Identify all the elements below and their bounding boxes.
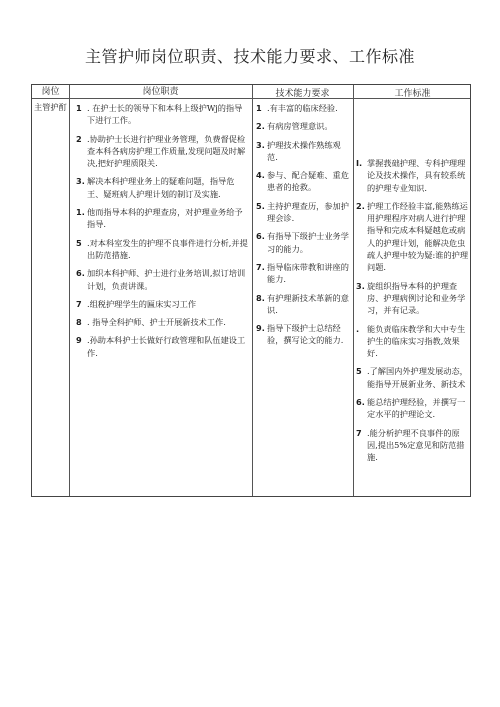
page-title: 主管护师岗位职责、技术能力要求、工作标准 (84, 47, 415, 66)
list-item: 1 .有丰富的临床经验. (256, 103, 338, 113)
list-item: 6. 加织本科护师、护士进行业务培训,拟订培训计划，负责讲课。 (76, 268, 246, 291)
list-item: 8 . 指导全科护师、护士开展新技术工作. (76, 317, 226, 328)
list-item: 6. 有指导下级护士业务学习的能力。 (256, 231, 349, 254)
column-divider (252, 85, 253, 496)
list-item: 7 .能分析护理不良事件的原因,提出5%定意见和防范措施. (356, 427, 465, 463)
list-item: 4. 参与、配合疑难、重危患者的抢救。 (256, 170, 349, 193)
list-item: 3. 解决本科护理业务上的疑难问题，指导危王、疑班病人护理计划的制订及实施. (76, 176, 235, 199)
list-item: 3. 护理技术操作熟练观范. (256, 139, 341, 162)
list-item: 6. 能总结护理经验，并撰写一定水平的护理论文. (356, 397, 466, 420)
list-item: 2. 有病房管理意识。 (256, 121, 333, 132)
list-item: 2 .协助护士长进行护理业务管理，负费督促检查本科各病房护理工作质量,发现问题及时解决,把好护理质限关. (76, 133, 246, 169)
list-item: 7. 指导临床带教和讲座的能力. (256, 261, 349, 285)
standards-list (356, 157, 468, 470)
list-item: 5 .了解国内外护理发展动态，能指导开展新业务、新技术 (356, 366, 468, 389)
duties-list (76, 102, 248, 365)
header-duties: 岗位职责 (142, 87, 179, 97)
list-item: 9. 指导下级护士总结经验，撰写论文的能力. (256, 323, 344, 346)
skills-list (256, 102, 350, 353)
list-item: 1 . 在护士长的领导下和本科上级护Wj的指导下进行工作。 (76, 103, 243, 126)
header-post: 岗位 (41, 87, 60, 97)
post-name: 主管护酊 (34, 102, 67, 112)
list-item: . 能负责临床教学和大中专生护生的临床实习指教,效果好. (356, 323, 466, 359)
list-item: 1. 他而指导本科的护理查房，对护理业务给予指导. (76, 207, 243, 230)
list-item: 8. 有护理新技术革新的意识. (256, 292, 349, 315)
list-item: 3. 旋组织指导本科的护理查房、护理病例讨论和业务学习，并有记录。 (356, 280, 466, 316)
list-item: 7 .组税护理学生的匾床实习工作 (76, 298, 197, 309)
list-item: 5 .对本科室发生的护理不良事件进行分析,并提出防范措施. (76, 237, 248, 260)
duties-table (31, 84, 471, 497)
list-item: 2. 护理工作经验丰富,能熟练运用护理程序对病人进行护理指导和完成本科疑越危或病人的护理计划，能解决危虫疏人护理中较为疑:谁的护理问题. (356, 200, 469, 273)
list-item: I. 掌握莪础护理、专科护理理论及技术操作，具有较系统的护理专业知识. (356, 158, 466, 193)
column-divider (353, 85, 354, 496)
list-item: 9 .孙助本科护士长做好行政管理和队伍建设工作. (76, 335, 246, 358)
list-item: 5. 主持护理查历，参加护理会诊. (256, 200, 349, 224)
header-skills: 技术能力要求 (275, 89, 330, 99)
column-divider (69, 85, 70, 496)
header-standards: 工作标准 (394, 89, 431, 99)
